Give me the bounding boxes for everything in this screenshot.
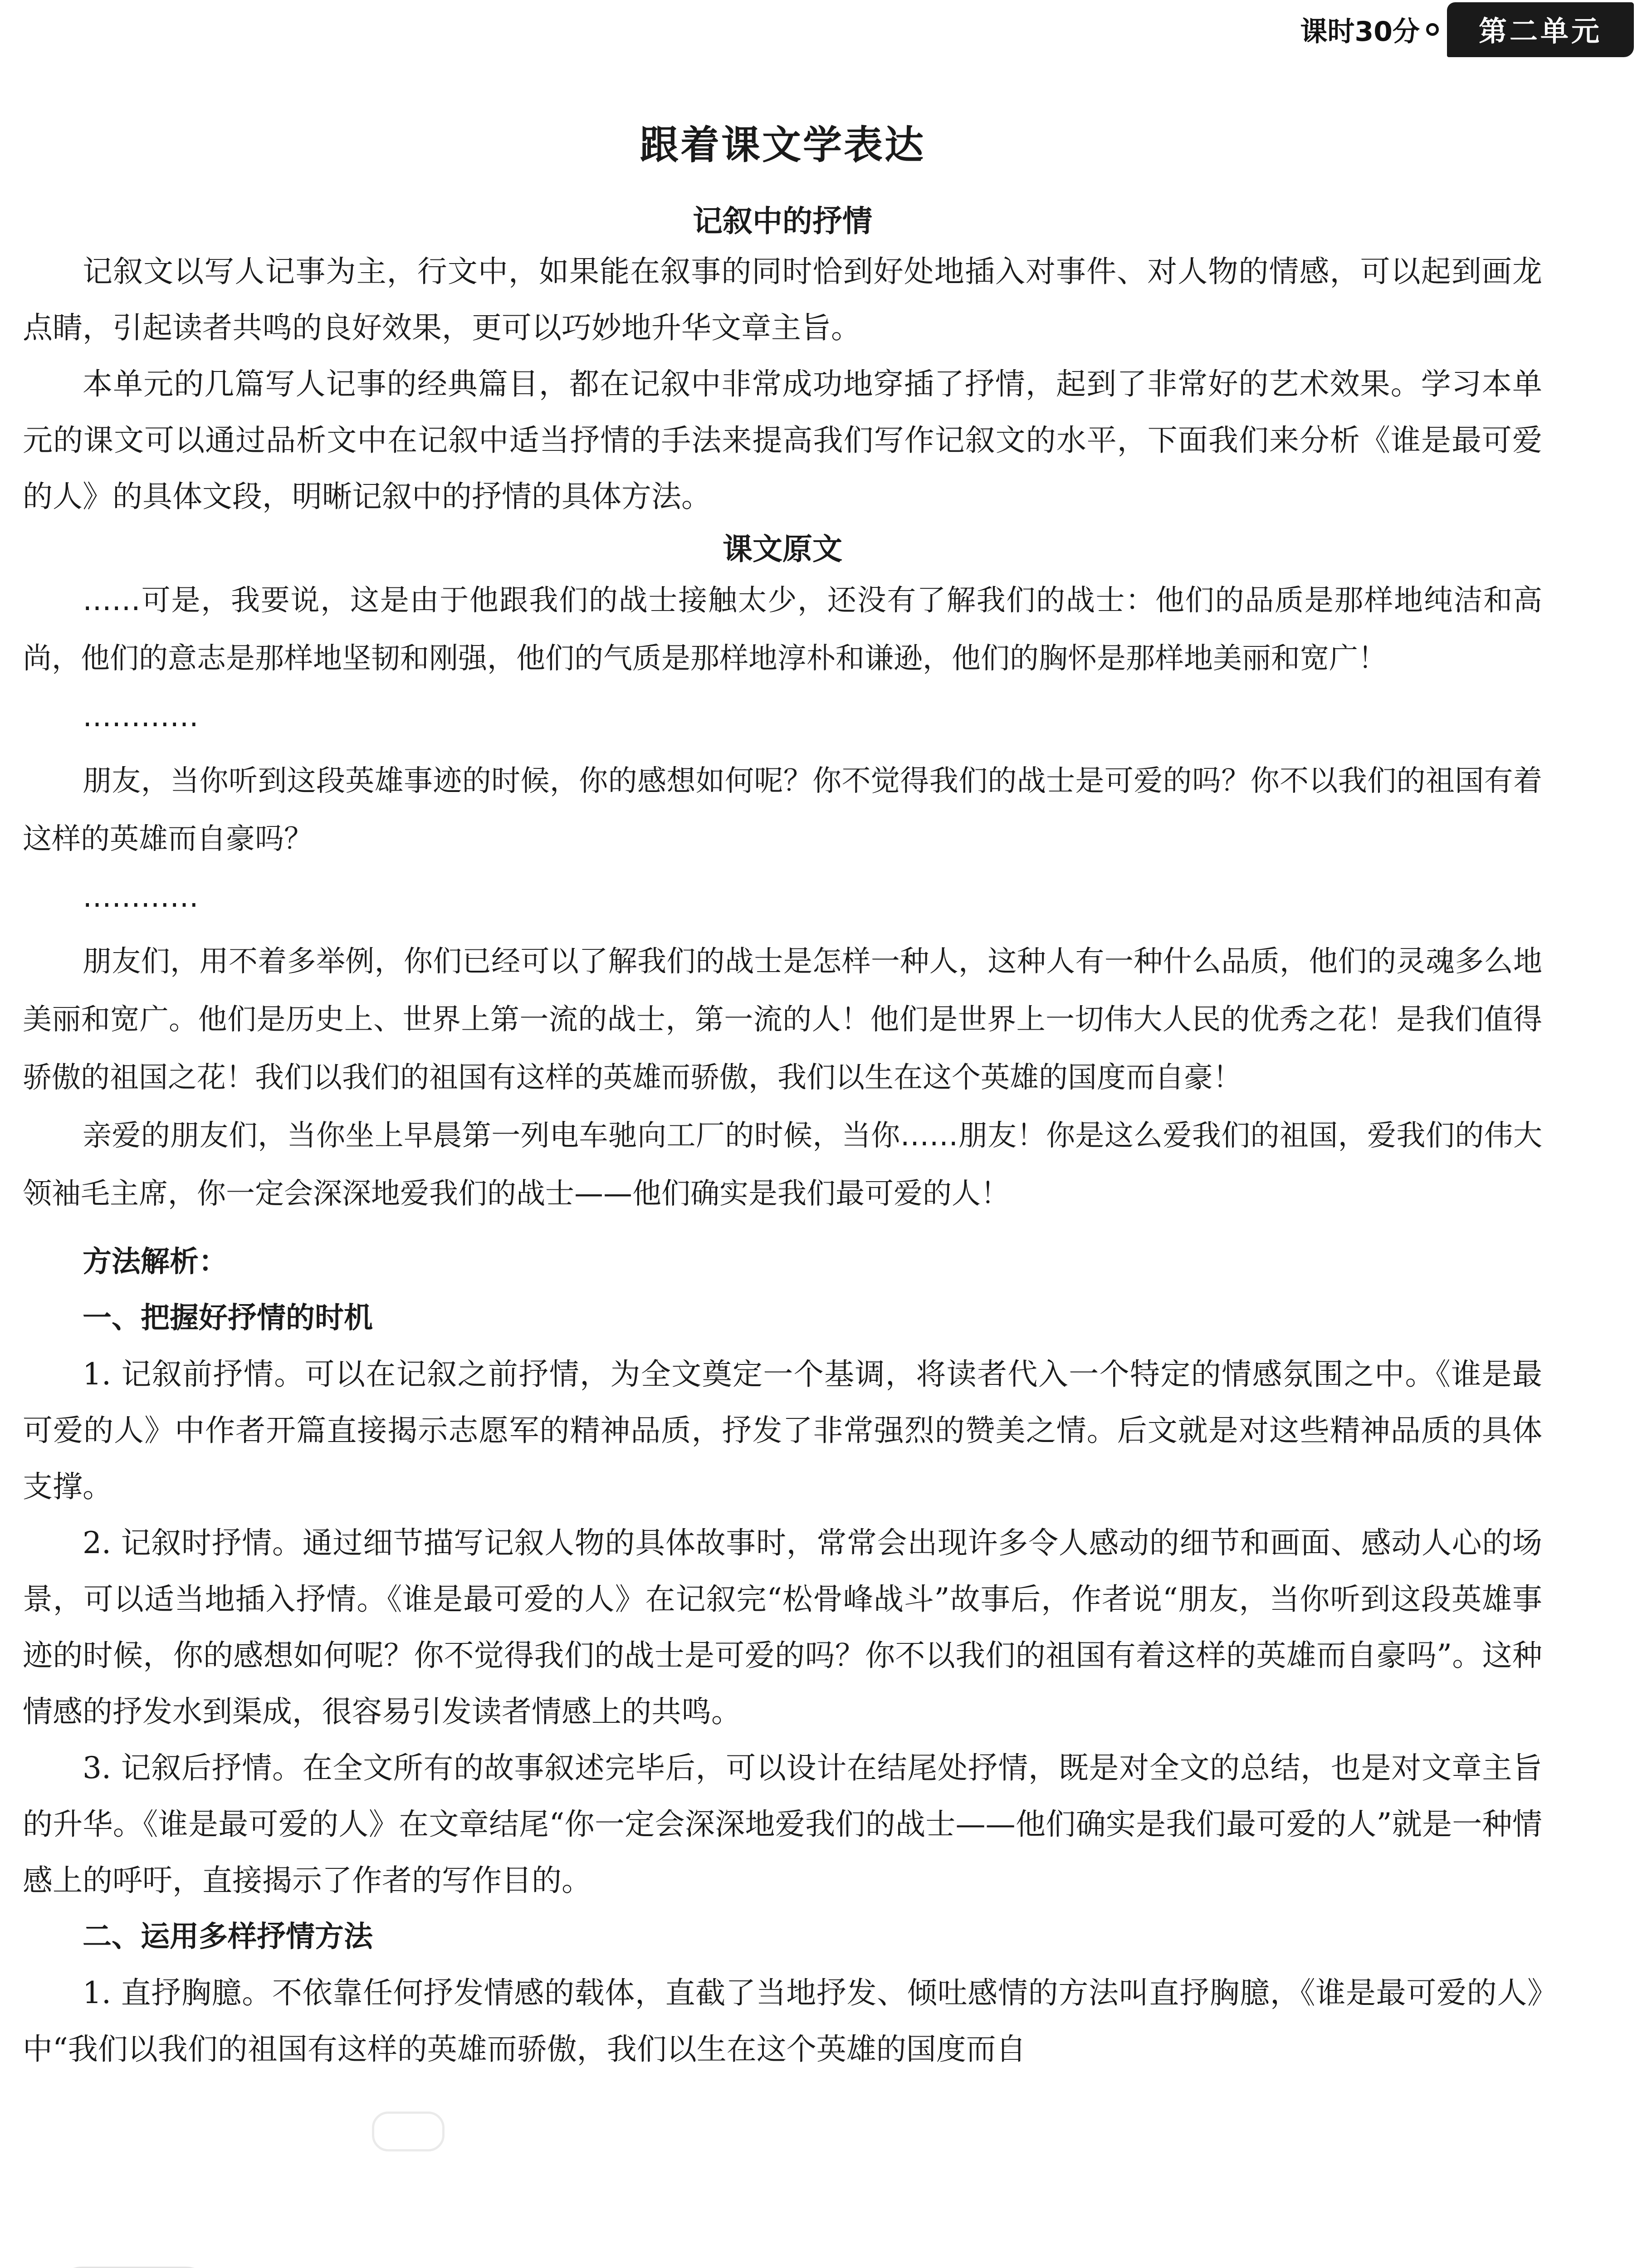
- header-label-group: [1300, 10, 1439, 49]
- header-dot-icon: [1426, 23, 1439, 36]
- original-ellipsis-2: …………: [83, 880, 199, 914]
- watermark-stamp: [372, 2112, 445, 2151]
- analysis-heading: 方法解析：: [83, 1245, 228, 1279]
- intro-paragraph-1: 记叙文以写人记事为主，行文中，如果能在叙事的同时恰到好处地插入对事件、对人物的情感，可以起到画龙点睛，引起读者共鸣的良好效果，更可以巧妙地升华文章主旨。: [23, 254, 1542, 345]
- analysis-item: 2. 记叙时抒情。通过细节描写记叙人物的具体故事时，常常会出现许多令人感动的细节和画面、感动人心的场景，可以适当地插入抒情。《谁是最可爱的人》在记叙完“松骨峰战斗”故事后，作者说“朋友，当你听到这段英雄事迹的时候，你的感想如何呢？你不觉得我们的战士是可爱的吗？你不以我们的祖国有着这样的英雄而自豪吗”。这种情感的抒发水到渠成，很容易引发读者情感上的共鸣。: [23, 1525, 1542, 1729]
- original-paragraph-1: ……可是，我要说，这是由于他跟我们的战士接触太少，还没有了解我们的战士：他们的品质是那样地纯洁和高尚，他们的意志是那样地坚韧和刚强，他们的气质是那样地淳朴和谦逊，他们的胸怀是那样地美丽和宽广！: [23, 584, 1542, 675]
- spacer: [23, 1223, 1542, 1234]
- original-paragraph-3: 朋友们，用不着多举例，你们已经可以了解我们的战士是怎样一种人，这种人有一种什么品质，他们的灵魂多么地美丽和宽广。他们是历史上、世界上第一流的战士，第一流的人！他们是世界上一切伟大人民的优秀之花！是我们值得骄傲的祖国之花！我们以我们的祖国有这样的英雄而骄傲，我们以生在这个英雄的国度而自豪！: [23, 945, 1542, 1095]
- page-content: [23, 113, 1542, 2077]
- page-header: [1300, 0, 1634, 59]
- unit-badge: 第二单元: [1447, 2, 1634, 57]
- page-title: 跟着课文学表达: [640, 122, 925, 168]
- original-paragraph-4: 亲爱的朋友们，当你坐上早晨第一列电车驰向工厂的时候，当你……朋友！你是这么爱我们的祖国，爱我们的伟大领袖毛主席，你一定会深深地爱我们的战士——他们确实是我们最可爱的人！: [23, 1119, 1542, 1211]
- analysis-item: 1. 记叙前抒情。可以在记叙之前抒情，为全文奠定一个基调，将读者代入一个特定的情感氛围之中。《谁是最可爱的人》中作者开篇直接揭示志愿军的精神品质，抒发了非常强烈的赞美之情。后文就是对这些精神品质的具体支撑。: [23, 1357, 1542, 1504]
- original-text-heading: 课文原文: [723, 532, 842, 567]
- analysis-section-2-heading: 二、运用多样抒情方法: [83, 1920, 373, 1954]
- original-paragraph-2: 朋友，当你听到这段英雄事迹的时候，你的感想如何呢？你不觉得我们的战士是可爱的吗？你不以我们的祖国有着这样的英雄而自豪吗？: [23, 764, 1542, 856]
- section-subtitle: 记叙中的抒情: [693, 204, 872, 239]
- analysis-item: 3. 记叙后抒情。在全文所有的故事叙述完毕后，可以设计在结尾处抒情，既是对全文的总结，也是对文章主旨的升华。《谁是最可爱的人》在文章结尾“你一定会深深地爱我们的战士——他们确实是我们最可爱的人”就是一种情感上的呼吁，直接揭示了作者的写作目的。: [23, 1750, 1542, 1898]
- header-label: 课时30分: [1300, 16, 1420, 48]
- analysis-item: 1. 直抒胸臆。不依靠任何抒发情感的载体，直截了当地抒发、倾吐感情的方法叫直抒胸臆，《谁是最可爱的人》中“我们以我们的祖国有这样的英雄而骄傲，我们以生在这个英雄的国度而自: [23, 1975, 1542, 2067]
- original-ellipsis-1: …………: [83, 700, 199, 733]
- analysis-section-1-heading: 一、把握好抒情的时机: [83, 1301, 373, 1335]
- intro-paragraph-2: 本单元的几篇写人记事的经典篇目，都在记叙中非常成功地穿插了抒情，起到了非常好的艺术效果。学习本单元的课文可以通过品析文中在记叙中适当抒情的手法来提高我们写作记叙文的水平，下面我们来分析《谁是最可爱的人》的具体文段，明晰记叙中的抒情的具体方法。: [23, 367, 1542, 514]
